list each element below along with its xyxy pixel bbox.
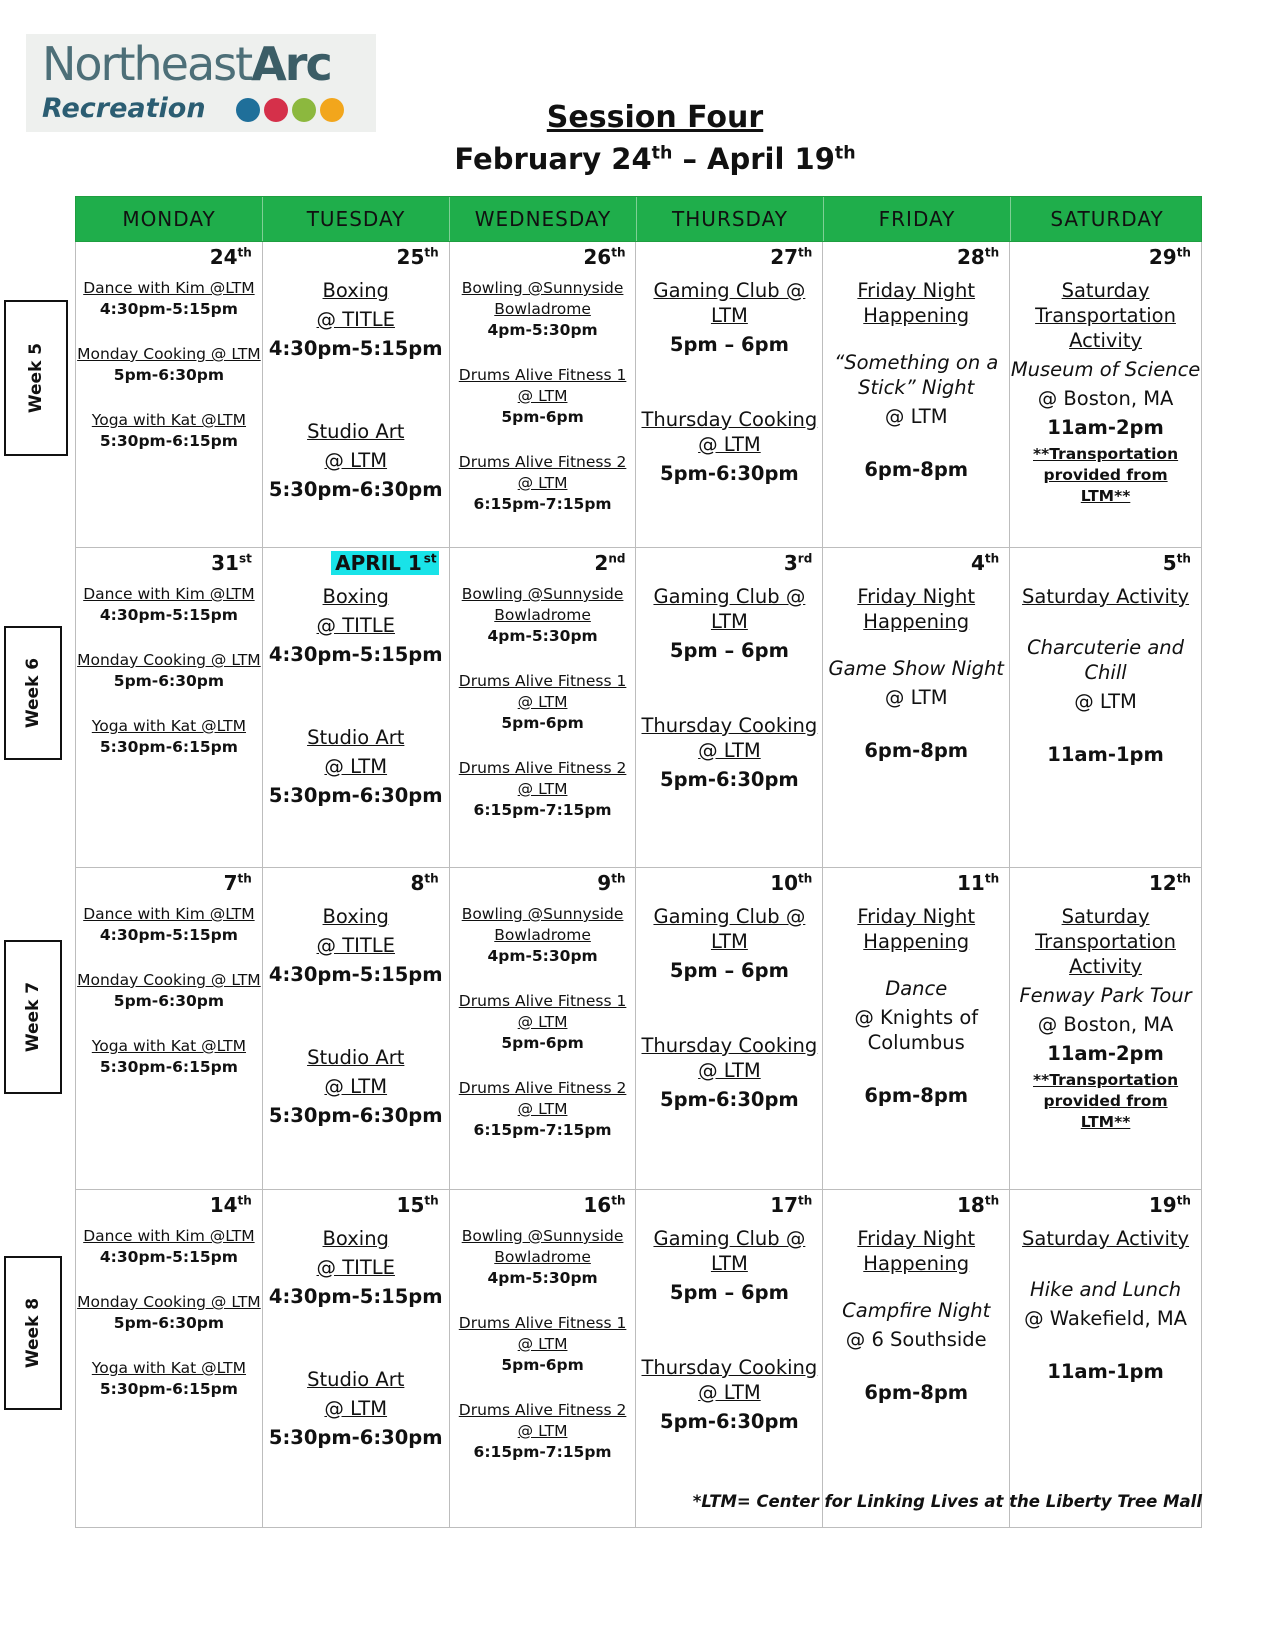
date-number: 28th — [957, 245, 1000, 269]
tuesday-events — [263, 904, 449, 1128]
date-number: 15th — [396, 1193, 439, 1217]
header-friday: FRIDAY — [824, 197, 1011, 241]
event-time: 5:30pm-6:30pm — [268, 784, 443, 807]
event-title: Drums Alive Fitness 2 — [458, 1079, 627, 1097]
header-wednesday: WEDNESDAY — [450, 197, 637, 241]
event-title: Gaming Club @ LTM — [653, 585, 806, 633]
date-number: 18th — [957, 1193, 1000, 1217]
date-number: 24th — [209, 245, 252, 269]
event-title: Boxing — [322, 585, 389, 608]
date-number: 9th — [597, 871, 626, 895]
event-time: 4:30pm-5:15pm — [99, 926, 238, 944]
event-time: 5pm-6:30pm — [660, 462, 799, 485]
event-theme: “Something on a Stick” Night — [834, 351, 999, 399]
event-time: 11am-2pm — [1047, 416, 1164, 439]
event-title: Yoga with Kat @LTM — [91, 1037, 247, 1055]
event-title: Friday Night Happening — [857, 585, 976, 633]
date-number: 16th — [583, 1193, 626, 1217]
thursday-events — [636, 1226, 822, 1434]
event-time: 5pm-6:30pm — [113, 366, 225, 384]
event-time: 5:30pm-6:30pm — [268, 1104, 443, 1127]
week-row — [75, 548, 1202, 868]
header-saturday: SATURDAY — [1050, 207, 1164, 231]
event-title: Bowling @Sunnyside Bowladrome — [461, 1227, 624, 1266]
header-thursday: THURSDAY — [637, 197, 824, 241]
event-time: 6:15pm-7:15pm — [473, 495, 612, 513]
date-number: 31st — [211, 551, 252, 575]
saturday-cell — [1010, 1190, 1202, 1528]
date-number: 17th — [770, 1193, 813, 1217]
event-time: 5:30pm-6:30pm — [268, 1426, 443, 1449]
logo-subtitle: Recreation — [42, 93, 206, 124]
event-title: Friday Night Happening — [857, 1227, 976, 1275]
event-title: Gaming Club @ LTM — [653, 279, 806, 327]
date-number: APRIL 1 $^{st}$ — [263, 548, 449, 578]
event-title: Yoga with Kat @LTM — [91, 411, 247, 429]
event-time: 5pm – 6pm — [669, 1281, 789, 1304]
event-title: Drums Alive Fitness 1 — [458, 366, 627, 384]
wednesday-cell — [450, 868, 637, 1190]
event-title: Bowling @Sunnyside Bowladrome — [461, 585, 624, 624]
friday-cell — [823, 242, 1010, 548]
event-time: 5pm-6pm — [501, 1034, 584, 1052]
saturday-cell — [1010, 548, 1202, 868]
week-row — [75, 868, 1202, 1190]
event-time: 5pm-6pm — [501, 408, 584, 426]
week-label-5: Week 5 — [4, 300, 68, 456]
event-time: 5pm-6:30pm — [660, 768, 799, 791]
wednesday-events — [450, 278, 636, 515]
event-time: 6:15pm-7:15pm — [473, 1121, 612, 1139]
wednesday-events — [450, 904, 636, 1141]
event-title: Yoga with Kat @LTM — [91, 717, 247, 735]
event-title: Drums Alive Fitness 2 — [458, 1401, 627, 1419]
event-location: @ LTM — [517, 474, 568, 492]
friday-events — [823, 278, 1009, 482]
event-title: Friday Night Happening — [857, 279, 976, 327]
tuesday-cell — [263, 868, 450, 1190]
event-location: @ LTM — [517, 387, 568, 405]
wednesday-cell — [450, 242, 637, 548]
event-title: Bowling @Sunnyside Bowladrome — [461, 905, 624, 944]
friday-cell — [823, 548, 1010, 868]
date-number: 25th — [396, 245, 439, 269]
event-title: Drums Alive Fitness 1 — [458, 1314, 627, 1332]
thursday-cell — [636, 1190, 823, 1528]
monday-events — [76, 584, 262, 758]
event-theme: Museum of Science — [1010, 358, 1201, 381]
event-time: 5pm-6:30pm — [113, 1314, 225, 1332]
date-number: 26th — [583, 245, 626, 269]
date-number: 3rd — [783, 551, 813, 575]
event-time: 5:30pm-6:15pm — [99, 432, 238, 450]
event-title: Dance with Kim @LTM — [83, 905, 255, 923]
event-time: 5pm-6pm — [501, 714, 584, 732]
date-number: 29th — [1148, 245, 1191, 269]
date-number: 5th — [1162, 551, 1191, 575]
event-title: Yoga with Kat @LTM — [91, 1359, 247, 1377]
event-time: 4pm-5:30pm — [487, 321, 598, 339]
event-title: Monday Cooking @ LTM — [77, 345, 261, 363]
week-label-8: Week 8 — [4, 1256, 62, 1410]
event-time: 4pm-5:30pm — [487, 1269, 598, 1287]
event-time: 4:30pm-5:15pm — [99, 300, 238, 318]
wednesday-cell — [450, 1190, 637, 1528]
event-title: Thursday Cooking — [641, 408, 818, 431]
date-number: 11th — [957, 871, 1000, 895]
event-time: 5pm-6:30pm — [113, 672, 225, 690]
event-title: Boxing — [322, 279, 389, 302]
event-time: 5:30pm-6:30pm — [268, 478, 443, 501]
event-time: 5:30pm-6:15pm — [99, 738, 238, 756]
event-time: 4:30pm-5:15pm — [268, 1285, 443, 1308]
event-time: 4pm-5:30pm — [487, 627, 598, 645]
event-location: @ Boston, MA — [1037, 387, 1174, 410]
thursday-events — [636, 278, 822, 486]
event-theme: Charcuterie and Chill — [1027, 636, 1185, 684]
event-location: @ LTM — [698, 433, 761, 456]
event-location: @ Boston, MA — [1037, 1013, 1174, 1036]
tuesday-events — [263, 1226, 449, 1450]
event-location: @ LTM — [517, 693, 568, 711]
event-location: @ TITLE — [316, 1256, 395, 1279]
date-number: 7th — [223, 871, 252, 895]
week-label-6: Week 6 — [4, 626, 62, 760]
event-time: 4:30pm-5:15pm — [268, 337, 443, 360]
event-time: 4:30pm-5:15pm — [268, 643, 443, 666]
thursday-cell — [636, 868, 823, 1190]
event-title: Boxing — [322, 905, 389, 928]
friday-cell — [823, 1190, 1010, 1528]
event-title: Drums Alive Fitness 2 — [458, 453, 627, 471]
transportation-note: **Transportation provided from LTM** — [1033, 445, 1179, 505]
event-time: 4:30pm-5:15pm — [268, 963, 443, 986]
event-title: Dance with Kim @LTM — [83, 279, 255, 297]
saturday-events — [1010, 1226, 1201, 1384]
event-title: Monday Cooking @ LTM — [77, 651, 261, 669]
event-title: Drums Alive Fitness 1 — [458, 992, 627, 1010]
tuesday-cell — [263, 1190, 450, 1528]
event-time: 6pm-8pm — [864, 739, 969, 762]
thursday-cell — [636, 548, 823, 868]
thursday-cell — [636, 242, 823, 548]
event-title: Studio Art — [307, 1368, 405, 1391]
week-label-7: Week 7 — [4, 940, 62, 1094]
event-location: @ LTM — [698, 1381, 761, 1404]
tuesday-events — [263, 278, 449, 502]
monday-events — [76, 1226, 262, 1400]
week-row — [75, 242, 1202, 548]
event-time: 5:30pm-6:15pm — [99, 1380, 238, 1398]
event-location: @ LTM — [324, 1397, 388, 1420]
event-location: @ TITLE — [316, 614, 395, 637]
event-location: @ LTM — [324, 1075, 388, 1098]
event-time: 6:15pm-7:15pm — [473, 1443, 612, 1461]
event-time: 5pm – 6pm — [669, 639, 789, 662]
event-location: @ TITLE — [316, 308, 395, 331]
weekday-header-row — [75, 196, 1202, 242]
event-location: @ Knights of Columbus — [854, 1006, 979, 1054]
tuesday-events — [263, 584, 449, 808]
saturday-events — [1010, 278, 1201, 507]
event-location: @ LTM — [698, 1059, 761, 1082]
friday-events — [823, 1226, 1009, 1405]
date-number: 10th — [770, 871, 813, 895]
event-location: @ LTM — [884, 405, 948, 428]
wednesday-cell — [450, 548, 637, 868]
event-time: 11am-1pm — [1047, 1360, 1164, 1383]
event-location: @ LTM — [517, 780, 568, 798]
event-location: @ LTM — [324, 449, 388, 472]
event-title: Drums Alive Fitness 1 — [458, 672, 627, 690]
event-title: Saturday Transportation Activity — [1035, 905, 1176, 978]
date-number: 4th — [970, 551, 1000, 575]
weeks-container — [75, 242, 1202, 1528]
event-title: Monday Cooking @ LTM — [77, 971, 261, 989]
transportation-note: **Transportation provided from LTM** — [1033, 1071, 1179, 1131]
event-time: 5pm – 6pm — [669, 959, 789, 982]
event-title: Dance with Kim @LTM — [83, 1227, 255, 1245]
session-dates: February 24th – April 19th — [454, 142, 856, 176]
event-title: Boxing — [322, 1227, 389, 1250]
event-location: @ LTM — [1074, 690, 1137, 713]
event-title: Bowling @Sunnyside Bowladrome — [461, 279, 624, 318]
event-title: Monday Cooking @ LTM — [77, 1293, 261, 1311]
monday-cell — [76, 242, 263, 548]
event-title: Friday Night Happening — [857, 905, 976, 953]
event-title: Drums Alive Fitness 2 — [458, 759, 627, 777]
event-theme: Dance — [885, 977, 948, 1000]
event-time: 6pm-8pm — [864, 1084, 969, 1107]
event-time: 5pm-6:30pm — [660, 1410, 799, 1433]
event-time: 11am-1pm — [1047, 743, 1164, 766]
tuesday-cell — [263, 242, 450, 548]
event-title: Dance with Kim @LTM — [83, 585, 255, 603]
event-title: Studio Art — [307, 420, 405, 443]
event-location: @ Wakefield, MA — [1024, 1307, 1188, 1330]
event-title: Thursday Cooking — [641, 1356, 818, 1379]
monday-cell — [76, 868, 263, 1190]
event-time: 5pm-6:30pm — [660, 1088, 799, 1111]
date-number: 14th — [209, 1193, 252, 1217]
event-theme: Hike and Lunch — [1029, 1278, 1182, 1301]
saturday-cell — [1010, 242, 1202, 548]
event-location: @ LTM — [517, 1335, 568, 1353]
week-row — [75, 1190, 1202, 1528]
footnote: *LTM= Center for Linking Lives at the Liberty Tree Mall — [692, 1492, 1202, 1511]
event-location: @ LTM — [517, 1100, 568, 1118]
event-time: 5:30pm-6:15pm — [99, 1058, 238, 1076]
date-number: 2nd — [594, 551, 626, 575]
event-location: @ LTM — [884, 686, 948, 709]
event-time: 11am-2pm — [1047, 1042, 1164, 1065]
event-time: 6:15pm-7:15pm — [473, 801, 612, 819]
event-title: Gaming Club @ LTM — [653, 1227, 806, 1275]
wednesday-events — [450, 584, 636, 821]
monday-events — [76, 278, 262, 452]
monday-cell — [76, 1190, 263, 1528]
saturday-events — [1010, 904, 1201, 1133]
tuesday-cell — [263, 548, 450, 868]
event-time: 5pm-6:30pm — [113, 992, 225, 1010]
friday-events — [823, 904, 1009, 1108]
wednesday-events — [450, 1226, 636, 1463]
date-number: 27th — [770, 245, 813, 269]
header-monday: MONDAY — [76, 197, 263, 241]
thursday-events — [636, 904, 822, 1112]
date-number: 8th — [410, 871, 439, 895]
date-number: 19th — [1148, 1193, 1191, 1217]
monday-events — [76, 904, 262, 1078]
monday-cell — [76, 548, 263, 868]
event-title: Studio Art — [307, 726, 405, 749]
event-location: @ 6 Southside — [845, 1328, 987, 1351]
event-title: Saturday Transportation Activity — [1035, 279, 1176, 352]
event-time: 5pm-6pm — [501, 1356, 584, 1374]
event-title: Gaming Club @ LTM — [653, 905, 806, 953]
event-theme: Campfire Night — [842, 1299, 991, 1322]
event-time: 4pm-5:30pm — [487, 947, 598, 965]
date-number: 12th — [1148, 871, 1191, 895]
event-title: Thursday Cooking — [641, 714, 818, 737]
friday-cell — [823, 868, 1010, 1190]
event-title: Saturday Activity — [1022, 585, 1190, 608]
event-title: Thursday Cooking — [641, 1034, 818, 1057]
event-time: 4:30pm-5:15pm — [99, 606, 238, 624]
friday-events — [823, 584, 1009, 763]
event-location: @ LTM — [517, 1422, 568, 1440]
page-title: Session Four — [546, 100, 764, 135]
event-theme: Game Show Night — [828, 657, 1004, 680]
saturday-events — [1010, 584, 1201, 767]
logo-wordmark: NortheastArc — [42, 37, 331, 91]
event-location: @ LTM — [324, 755, 388, 778]
event-theme: Fenway Park Tour — [1019, 984, 1192, 1007]
event-title: Saturday Activity — [1022, 1227, 1190, 1250]
event-time: 5pm – 6pm — [669, 333, 789, 356]
event-location: @ LTM — [517, 1013, 568, 1031]
event-location: @ TITLE — [316, 934, 395, 957]
event-time: 6pm-8pm — [864, 458, 969, 481]
event-time: 6pm-8pm — [864, 1381, 969, 1404]
thursday-events — [636, 584, 822, 792]
header-tuesday: TUESDAY — [263, 197, 450, 241]
schedule-calendar — [75, 196, 1202, 1528]
event-location: @ LTM — [698, 739, 761, 762]
event-title: Studio Art — [307, 1046, 405, 1069]
saturday-cell — [1010, 868, 1202, 1190]
event-time: 4:30pm-5:15pm — [99, 1248, 238, 1266]
